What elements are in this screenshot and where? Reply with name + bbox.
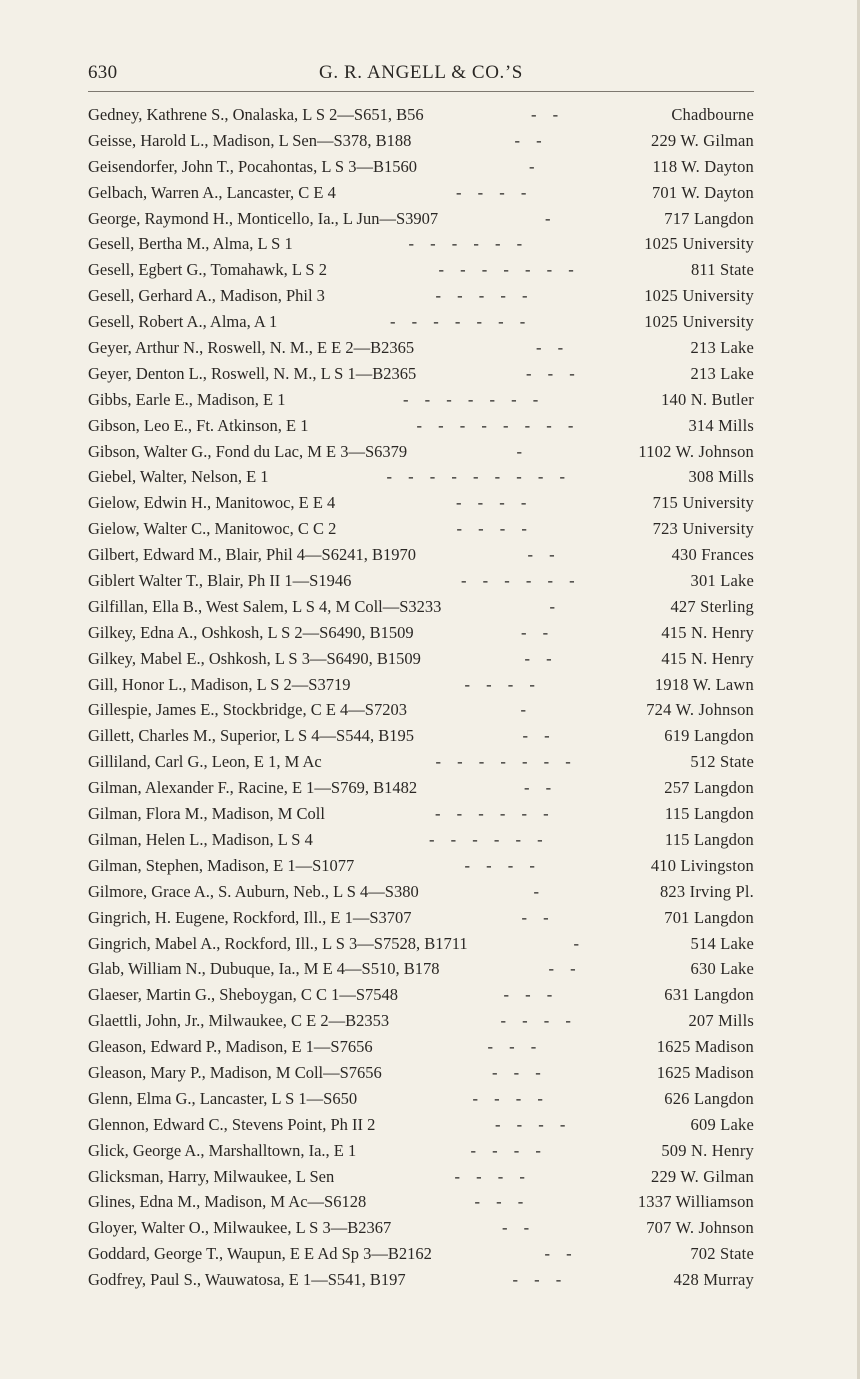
directory-entry bbox=[88, 1008, 754, 1034]
header-rule bbox=[88, 91, 754, 92]
header-title: G. R. ANGELL & CO.’S bbox=[319, 62, 523, 83]
leader-dashes: - - - - bbox=[464, 855, 541, 875]
leader-dashes: - - bbox=[548, 959, 582, 979]
directory-entry bbox=[88, 335, 754, 361]
leader-dashes: - - - bbox=[526, 363, 581, 383]
directory-entry bbox=[88, 1138, 754, 1164]
entry-address: 723 University bbox=[652, 519, 754, 539]
entry-text: Geyer, Denton L., Roswell, N. M., L S 1—B2365 bbox=[88, 363, 417, 383]
directory-entry bbox=[88, 1164, 754, 1190]
entry-text: Gilman, Helen L., Madison, L S 4 bbox=[88, 829, 313, 849]
directory-entry bbox=[88, 620, 754, 646]
leader-dashes: - - - - bbox=[495, 1114, 572, 1134]
directory-entry bbox=[88, 154, 754, 180]
entry-address: 1025 University bbox=[644, 312, 754, 332]
directory-entry bbox=[88, 1189, 754, 1215]
directory-entry bbox=[88, 749, 754, 775]
entry-text: Gleason, Edward P., Madison, E 1—S7656 bbox=[88, 1037, 373, 1057]
entry-text: Gillett, Charles M., Superior, L S 4—S544, B195 bbox=[88, 726, 414, 746]
leader-dashes: - - bbox=[521, 907, 555, 927]
directory-list bbox=[88, 102, 754, 1293]
directory-entry bbox=[88, 283, 754, 309]
leader-dashes: - - - bbox=[512, 1270, 568, 1290]
entry-address: 207 Mills bbox=[688, 1011, 754, 1031]
directory-entry bbox=[88, 672, 754, 698]
entry-text: Gilkey, Mabel E., Oshkosh, L S 3—S6490, B1509 bbox=[88, 648, 421, 668]
entry-address: 724 W. Johnson bbox=[646, 700, 754, 720]
entry-text: Glick, George A., Marshalltown, Ia., E 1 bbox=[88, 1140, 357, 1160]
leader-dashes: - - - - bbox=[470, 1140, 547, 1160]
entry-address: 609 Lake bbox=[690, 1114, 754, 1134]
directory-entry bbox=[88, 361, 754, 387]
entry-text: Gilbert, Edward M., Blair, Phil 4—S6241, B1970 bbox=[88, 545, 416, 565]
entry-text: Giebel, Walter, Nelson, E 1 bbox=[88, 467, 269, 487]
leader-dashes: - - bbox=[544, 1244, 578, 1264]
entry-text: Godfrey, Paul S., Wauwatosa, E 1—S541, B197 bbox=[88, 1270, 406, 1290]
leader-dashes: - - - - - - - - bbox=[416, 415, 580, 435]
entry-address: 115 Langdon bbox=[664, 804, 754, 824]
entry-address: 1102 W. Johnson bbox=[638, 441, 754, 461]
leader-dashes: - - - - bbox=[454, 1166, 531, 1186]
directory-entry bbox=[88, 542, 754, 568]
entry-text: Gesell, Gerhard A., Madison, Phil 3 bbox=[88, 286, 325, 306]
entry-address: 415 N. Henry bbox=[661, 648, 754, 668]
entry-text: Geisse, Harold L., Madison, L Sen—S378, B188 bbox=[88, 130, 412, 150]
entry-text: Gesell, Bertha M., Alma, L S 1 bbox=[88, 234, 293, 254]
directory-entry bbox=[88, 309, 754, 335]
directory-entry bbox=[88, 982, 754, 1008]
entry-address: 314 Mills bbox=[688, 415, 754, 435]
leader-dashes: - - bbox=[522, 726, 556, 746]
leader-dashes: - - - - bbox=[464, 674, 541, 694]
leader-dashes: - bbox=[533, 881, 545, 901]
leader-dashes: - - bbox=[521, 622, 555, 642]
directory-entry bbox=[88, 827, 754, 853]
entry-text: Glab, William N., Dubuque, Ia., M E 4—S510, B178 bbox=[88, 959, 440, 979]
leader-dashes: - - - - - - - bbox=[438, 260, 580, 280]
entry-text: Gingrich, H. Eugene, Rockford, Ill., E 1—S3707 bbox=[88, 907, 412, 927]
directory-entry bbox=[88, 594, 754, 620]
entry-text: Gilman, Alexander F., Racine, E 1—S769, B1482 bbox=[88, 778, 418, 798]
entry-address: 1025 University bbox=[644, 234, 754, 254]
leader-dashes: - - - - bbox=[472, 1088, 549, 1108]
entry-text: Gibson, Walter G., Fond du Lac, M E 3—S6379 bbox=[88, 441, 408, 461]
entry-address: 717 Langdon bbox=[664, 208, 754, 228]
entry-address: 140 N. Butler bbox=[661, 389, 754, 409]
entry-text: Gillespie, James E., Stockbridge, C E 4—S7203 bbox=[88, 700, 407, 720]
directory-entry bbox=[88, 128, 754, 154]
entry-text: Gesell, Robert A., Alma, A 1 bbox=[88, 312, 278, 332]
leader-dashes: - - - - - - - bbox=[435, 752, 577, 772]
leader-dashes: - - - - bbox=[456, 519, 533, 539]
entry-address: 427 Sterling bbox=[670, 596, 754, 616]
entry-text: Gilmore, Grace A., S. Auburn, Neb., L S 4—S380 bbox=[88, 881, 419, 901]
entry-address: 213 Lake bbox=[690, 338, 754, 358]
entry-text: Glenn, Elma G., Lancaster, L S 1—S650 bbox=[88, 1088, 358, 1108]
entry-text: Gielow, Walter C., Manitowoc, C C 2 bbox=[88, 519, 337, 539]
directory-entry bbox=[88, 464, 754, 490]
entry-address: 509 N. Henry bbox=[661, 1140, 754, 1160]
entry-address: 631 Langdon bbox=[664, 985, 754, 1005]
entry-text: Geyer, Arthur N., Roswell, N. M., E E 2—B2365 bbox=[88, 338, 415, 358]
directory-entry bbox=[88, 1241, 754, 1267]
directory-entry bbox=[88, 413, 754, 439]
directory-entry bbox=[88, 775, 754, 801]
entry-text: Gedney, Kathrene S., Onalaska, L S 2—S651, B56 bbox=[88, 105, 424, 124]
directory-entry bbox=[88, 516, 754, 542]
entry-text: Gill, Honor L., Madison, L S 2—S3719 bbox=[88, 674, 351, 694]
leader-dashes: - - - - bbox=[500, 1011, 577, 1031]
directory-entry bbox=[88, 931, 754, 957]
entry-address: 701 Langdon bbox=[664, 907, 754, 927]
entry-text: Glicksman, Harry, Milwaukee, L Sen bbox=[88, 1166, 335, 1186]
leader-dashes: - - - bbox=[503, 985, 559, 1005]
leader-dashes: - - - - bbox=[456, 493, 533, 513]
entry-address: 702 State bbox=[690, 1244, 754, 1264]
leader-dashes: - - bbox=[531, 105, 565, 124]
entry-text: Geisendorfer, John T., Pocahontas, L S 3—B1560 bbox=[88, 156, 417, 176]
entry-address: 512 State bbox=[690, 752, 754, 772]
directory-entry bbox=[88, 439, 754, 465]
entry-text: Gleason, Mary P., Madison, M Coll—S7656 bbox=[88, 1062, 382, 1082]
entry-address: 308 Mills bbox=[688, 467, 754, 487]
entry-text: Gesell, Egbert G., Tomahawk, L S 2 bbox=[88, 260, 327, 280]
entry-text: Gielow, Edwin H., Manitowoc, E E 4 bbox=[88, 493, 336, 513]
directory-entry bbox=[88, 1112, 754, 1138]
entry-text: Glaettli, John, Jr., Milwaukee, C E 2—B2353 bbox=[88, 1011, 390, 1031]
directory-entry bbox=[88, 257, 754, 283]
entry-text: Goddard, George T., Waupun, E E Ad Sp 3—B2162 bbox=[88, 1244, 432, 1264]
directory-entry bbox=[88, 180, 754, 206]
entry-address: 707 W. Johnson bbox=[646, 1218, 754, 1238]
leader-dashes: - - - - - - bbox=[429, 829, 549, 849]
directory-entry bbox=[88, 206, 754, 232]
entry-address: 1625 Madison bbox=[656, 1062, 754, 1082]
entry-text: Glines, Edna M., Madison, M Ac—S6128 bbox=[88, 1192, 367, 1212]
leader-dashes: - - - - - - - bbox=[390, 312, 532, 332]
entry-address: 1025 University bbox=[644, 286, 754, 306]
leader-dashes: - - - bbox=[487, 1037, 543, 1057]
entry-text: Gelbach, Warren A., Lancaster, C E 4 bbox=[88, 182, 336, 202]
leader-dashes: - bbox=[549, 596, 561, 616]
entry-address: 701 W. Dayton bbox=[651, 182, 754, 202]
entry-address: 428 Murray bbox=[673, 1270, 754, 1290]
entry-text: Gibson, Leo E., Ft. Atkinson, E 1 bbox=[88, 415, 309, 435]
leader-dashes: - - bbox=[536, 338, 570, 358]
entry-address: 514 Lake bbox=[690, 933, 754, 953]
directory-entry bbox=[88, 646, 754, 672]
entry-address: 1337 Williamson bbox=[637, 1192, 754, 1212]
leader-dashes: - - - - bbox=[456, 182, 533, 202]
entry-text: Glennon, Edward C., Stevens Point, Ph II 2 bbox=[88, 1114, 376, 1134]
directory-entry bbox=[88, 723, 754, 749]
directory-entry bbox=[88, 1060, 754, 1086]
entry-text: Gilfillan, Ella B., West Salem, L S 4, M Coll—S3233 bbox=[88, 596, 442, 616]
entry-address: 229 W. Gilman bbox=[651, 1166, 754, 1186]
entry-address: 715 University bbox=[652, 493, 754, 513]
entry-text: Glaeser, Martin G., Sheboygan, C C 1—S7548 bbox=[88, 985, 399, 1005]
directory-entry bbox=[88, 387, 754, 413]
leader-dashes: - - bbox=[514, 130, 548, 150]
directory-entry bbox=[88, 1215, 754, 1241]
entry-text: Gilman, Flora M., Madison, M Coll bbox=[88, 804, 325, 824]
entry-address: 1918 W. Lawn bbox=[654, 674, 754, 694]
directory-entry bbox=[88, 879, 754, 905]
entry-address: 115 Langdon bbox=[664, 829, 754, 849]
entry-address: 811 State bbox=[690, 260, 754, 280]
directory-entry bbox=[88, 231, 754, 257]
entry-text: Gibbs, Earle E., Madison, E 1 bbox=[88, 389, 286, 409]
leader-dashes: - - - - - bbox=[435, 286, 534, 306]
directory-entry bbox=[88, 490, 754, 516]
entry-text: Gingrich, Mabel A., Rockford, Ill., L S 3—S7528, B1711 bbox=[88, 933, 468, 953]
entry-address: 213 Lake bbox=[690, 363, 754, 383]
leader-dashes: - - bbox=[527, 545, 561, 565]
entry-address: 626 Langdon bbox=[664, 1088, 754, 1108]
leader-dashes: - - - - - - - bbox=[403, 389, 545, 409]
entry-address: 229 W. Gilman bbox=[651, 130, 754, 150]
entry-address: 430 Frances bbox=[671, 545, 754, 565]
directory-entry bbox=[88, 568, 754, 594]
leader-dashes: - - bbox=[502, 1218, 536, 1238]
directory-entry bbox=[88, 102, 754, 128]
leader-dashes: - bbox=[516, 441, 528, 461]
entry-address: 415 N. Henry bbox=[661, 622, 754, 642]
leader-dashes: - bbox=[529, 156, 541, 176]
entry-address: Chadbourne bbox=[671, 105, 754, 124]
leader-dashes: - - - - - - - - - bbox=[386, 467, 571, 487]
entry-address: 630 Lake bbox=[690, 959, 754, 979]
directory-entry bbox=[88, 956, 754, 982]
entry-text: Giblert Walter T., Blair, Ph II 1—S1946 bbox=[88, 571, 352, 591]
leader-dashes: - bbox=[520, 700, 532, 720]
directory-entry bbox=[88, 697, 754, 723]
entry-address: 1625 Madison bbox=[656, 1037, 754, 1057]
leader-dashes: - bbox=[545, 208, 557, 228]
entry-address: 823 Irving Pl. bbox=[659, 881, 754, 901]
leader-dashes: - bbox=[573, 933, 585, 953]
leader-dashes: - - - bbox=[492, 1062, 547, 1082]
leader-dashes: - - - - - - bbox=[435, 804, 555, 824]
entry-text: Gloyer, Walter O., Milwaukee, L S 3—B2367 bbox=[88, 1218, 392, 1238]
leader-dashes: - - - bbox=[474, 1192, 530, 1212]
entry-address: 410 Livingston bbox=[650, 855, 754, 875]
entry-text: Gilliland, Carl G., Leon, E 1, M Ac bbox=[88, 752, 322, 772]
leader-dashes: - - - - - - bbox=[461, 571, 581, 591]
entry-text: Gilman, Stephen, Madison, E 1—S1077 bbox=[88, 855, 355, 875]
directory-entry bbox=[88, 1086, 754, 1112]
entry-address: 257 Langdon bbox=[664, 778, 754, 798]
running-header bbox=[88, 60, 754, 90]
leader-dashes: - - bbox=[524, 778, 558, 798]
entry-address: 301 Lake bbox=[690, 571, 754, 591]
directory-entry bbox=[88, 1267, 754, 1293]
page-number: 630 bbox=[88, 62, 118, 83]
entry-address: 619 Langdon bbox=[664, 726, 754, 746]
entry-text: Gilkey, Edna A., Oshkosh, L S 2—S6490, B1509 bbox=[88, 622, 414, 642]
directory-entry bbox=[88, 853, 754, 879]
entry-text: George, Raymond H., Monticello, Ia., L Jun—S3907 bbox=[88, 208, 439, 228]
directory-entry bbox=[88, 905, 754, 931]
directory-entry bbox=[88, 801, 754, 827]
directory-entry bbox=[88, 1034, 754, 1060]
leader-dashes: - - bbox=[524, 648, 558, 668]
entry-address: 118 W. Dayton bbox=[652, 156, 754, 176]
leader-dashes: - - - - - - bbox=[408, 234, 529, 254]
